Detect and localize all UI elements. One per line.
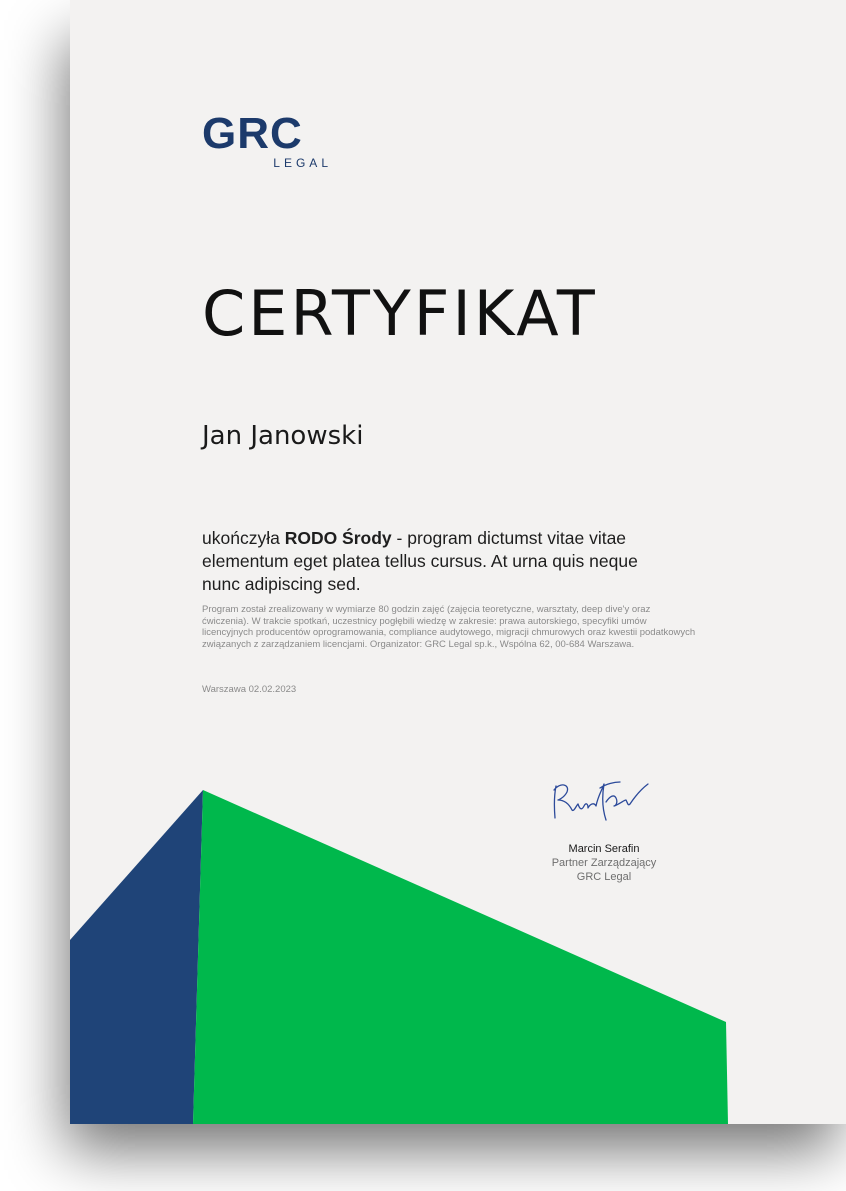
recipient-name: Jan Janowski xyxy=(202,421,364,451)
grc-legal-logo xyxy=(202,109,332,170)
certificate-page xyxy=(70,0,846,1124)
signatory-name: Marcin Serafin xyxy=(568,843,640,855)
signatory-company: GRC Legal xyxy=(576,871,632,883)
certificate-title: CERTYFIKAT xyxy=(202,277,598,350)
completion-statement xyxy=(202,527,662,596)
issue-date: Warszawa 02.02.2023 xyxy=(202,684,297,695)
signatory-block xyxy=(510,842,698,884)
program-name: RODO Środy xyxy=(284,528,392,548)
completion-suffix: - program dictumst vitae vitae elementum eget platea tellus cursus. At urna quis neque nunc adipiscing sed. xyxy=(202,528,638,594)
program-details: Program został zrealizowany w wymiarze 80 godzin zajęć (zajęcia teoretyczne, warsztaty, deep dive'y oraz ćwiczenia). W trakcie spotkań, uczestnicy pogłębili wiedzę w zakresie: prawa autorskiego, specyfiki umów licencyjnych producentów oprogramowania, compliance audytowego, migracji chmurowych oraz kwestii podatkowych związanych z zarządzaniem licencjami. Organizator: GRC Legal sp.k., Wspólna 62, 00-684 Warszawa. xyxy=(202,604,696,650)
signatory-role: Partner Zarządzający xyxy=(551,857,657,869)
green-trapezoid-shape xyxy=(193,790,728,1124)
logo-subtext: LEGAL xyxy=(273,156,332,170)
handwritten-signature xyxy=(540,776,670,824)
completion-prefix: ukończyła xyxy=(202,528,285,548)
blue-triangle-shape xyxy=(70,790,203,1124)
logo-wordmark: GRC xyxy=(202,109,303,158)
